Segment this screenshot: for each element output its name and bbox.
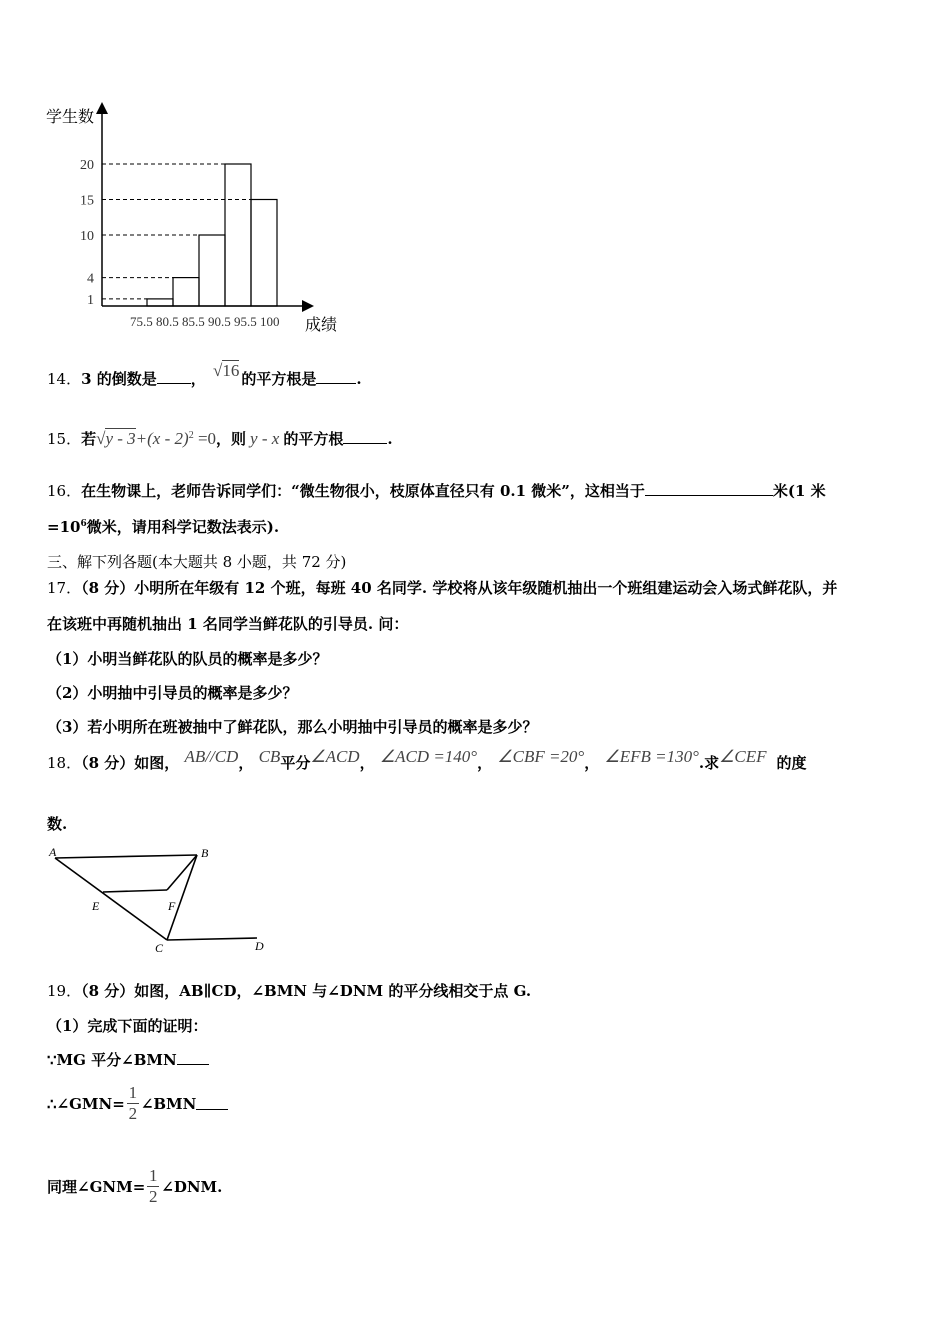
point-label: F: [168, 899, 176, 913]
q14-comma: ，: [190, 370, 206, 388]
y-axis-label: 学生数: [46, 107, 95, 126]
point-label: D: [255, 939, 264, 953]
math-expression: =0: [193, 429, 217, 448]
q18-text: 平分: [280, 754, 311, 772]
section-heading: 三、解下列各题(本大题共 8 小题，共 72 分): [47, 553, 347, 571]
question-number: 17．: [47, 579, 82, 597]
histogram-bar: [147, 299, 173, 306]
y-tick-label: 10: [80, 229, 94, 244]
x-tick-label: 95.5: [234, 314, 257, 329]
x-tick-label: 100: [260, 314, 280, 329]
math-expression: +(x - 2): [135, 429, 189, 448]
q17-line2: 在该班中再随机抽出 1 名同学当鲜花队的引导员. 问：: [47, 615, 409, 633]
q14-text-a: 3 的倒数是: [81, 370, 157, 388]
q17-sub2: （2）小明抽中引导员的概率是多少？: [47, 684, 298, 702]
y-tick-label: 4: [87, 271, 94, 287]
math-expression: ∠EFB =130°: [604, 747, 699, 766]
question-number: 19．: [47, 982, 82, 1000]
math-expression: √y - 3: [96, 429, 136, 448]
q14-text-c: 的平方根是: [241, 370, 317, 388]
question-number: 18．: [47, 754, 82, 772]
math-expression: ∠CEF: [719, 747, 767, 766]
histogram-bar: [173, 278, 199, 306]
exponent: 6: [80, 519, 87, 529]
question-15: [47, 428, 393, 449]
math-expression: ∠ACD =140°: [379, 747, 478, 766]
histogram-bar: [251, 200, 277, 307]
separator: ，: [584, 754, 600, 772]
q19-proof-2: [47, 1083, 228, 1124]
q19-text: （8 分）如图，AB∥CD，∠BMN 与∠DNM 的平分线相交于点 G.: [81, 982, 532, 1000]
proof-text: 同理∠GNM=: [47, 1178, 146, 1196]
period: .: [356, 370, 362, 388]
question-19: [47, 980, 531, 1001]
separator: ，: [477, 754, 493, 772]
q17-sub3: （3）若小明所在班被抽中了鲜花队，那么小明抽中引导员的概率是多少？: [47, 718, 538, 736]
point-label: B: [201, 846, 209, 860]
separator: ，: [359, 754, 375, 772]
q18-text: （8 分）如图，: [81, 754, 180, 772]
q16-text-end: 米(1 米: [772, 482, 826, 500]
separator: ，: [238, 754, 254, 772]
exponent: 2: [188, 430, 194, 441]
sqrt-16: √16: [213, 361, 240, 380]
answer-blank[interactable]: [177, 1052, 209, 1065]
point-label: E: [92, 899, 100, 913]
q17-sub1: （1）小明当鲜花队的队员的概率是多少？: [47, 650, 328, 668]
q15-text-a: 若: [81, 430, 97, 448]
math-expression: ∠CBF =20°: [497, 747, 585, 766]
question-number: 16．: [47, 482, 82, 500]
q18-text: .求: [698, 754, 720, 772]
math-expression: CB: [258, 747, 281, 766]
question-16: [47, 480, 826, 501]
proof-text: ∠BMN: [140, 1094, 197, 1113]
q15-text-b: ，则: [216, 430, 247, 448]
histogram-figure: [40, 100, 360, 340]
answer-blank[interactable]: [645, 483, 773, 496]
q16-text: =10: [47, 518, 81, 536]
geometry-figure-18: [45, 842, 275, 954]
question-number: 14．: [47, 370, 82, 388]
question-17: [47, 577, 837, 598]
histogram-bar: [225, 164, 251, 306]
math-expression: AB//CD: [184, 747, 239, 766]
answer-blank[interactable]: [343, 431, 387, 444]
q19-proof-3: [47, 1166, 222, 1207]
x-tick-label: 80.5: [156, 314, 179, 329]
proof-text: ∠DNM.: [161, 1177, 223, 1196]
y-tick-label: 1: [87, 292, 94, 308]
proof-text: ∴∠GMN=: [47, 1094, 125, 1113]
question-number: 15．: [47, 430, 82, 448]
answer-blank[interactable]: [316, 371, 356, 384]
q18-line2: 数.: [47, 815, 68, 833]
point-label: C: [155, 941, 164, 954]
histogram-bar: [199, 235, 225, 306]
question-16-line2: [47, 516, 279, 537]
x-tick-label: 85.5: [182, 314, 205, 329]
y-tick-label: 20: [80, 158, 94, 173]
period: .: [387, 430, 393, 448]
y-tick-label: 15: [80, 193, 94, 209]
q16-text: 微米，请用科学记数法表示).: [86, 518, 280, 536]
x-axis-label: 成绩: [305, 315, 338, 334]
fraction-one-half: $\frac{1}{2}$: [149, 1166, 158, 1206]
point-label: A: [49, 845, 57, 859]
q19-proof-1: [47, 1049, 209, 1070]
x-tick-label: 75.5: [130, 314, 153, 329]
question-18: [47, 747, 807, 773]
q17-text: （8 分）小明所在年级有 12 个班，每班 40 名同学. 学校将从该年级随机抽出一个班组建运动会入场式鲜花队，并: [81, 579, 838, 597]
q19-sub1: （1）完成下面的证明：: [47, 1017, 208, 1035]
fraction-one-half: $\frac{1}{2}$: [128, 1083, 138, 1123]
q18-text: 的度: [776, 754, 807, 772]
answer-blank[interactable]: [157, 371, 191, 384]
answer-blank[interactable]: [196, 1097, 228, 1110]
q16-text: 在生物课上，老师告诉同学们：“微生物很小，枝原体直径只有 0.1 微米”，这相当于: [81, 482, 645, 500]
q15-text-c: 的平方根: [283, 430, 344, 448]
question-14: [47, 361, 362, 389]
math-expression: ∠ACD: [310, 747, 360, 766]
proof-text: ∵MG 平分∠BMN: [47, 1051, 177, 1069]
x-tick-label: 90.5: [208, 314, 231, 329]
math-expression: y - x: [250, 429, 280, 448]
